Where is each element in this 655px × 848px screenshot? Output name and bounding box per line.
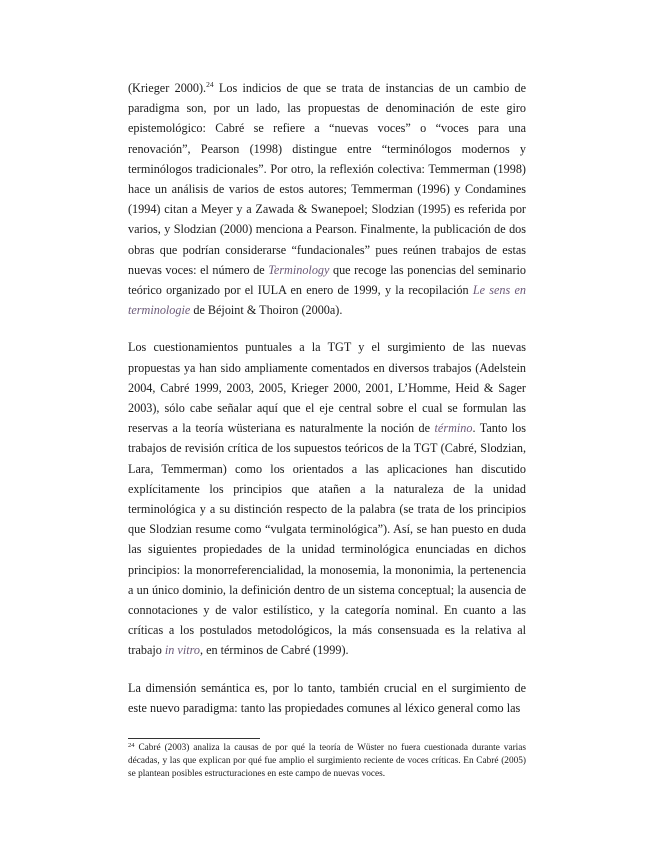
text-run: que recoge las ponencias del seminario teórico organizado por el IULA en enero de 1999, y la recopilación [128,262,526,298]
text-run: Cabré (2003) analiza la causas de por qué la teoría de Wüster no fuera cuestionada durante varias décadas, y las que explican por qué fue amplio el surgimiento reciente de voces críticas. En Cabré (2005) se plantean posibles estructuraciones en este campo de nuevas voces. [128,743,526,780]
text-run: de Béjoint & Thoiron (2000a). [190,303,343,318]
text-run: Los indicios de que se trata de instancias de un cambio de paradigma son, por un lado, las propuestas de denominación de este giro epistemológico: Cabré se refiere a “nuevas voces” o “voces para una renovación”, Pearson (1998) distingue entre “terminólogos modernos y terminólogos tradicionales”. Por otro, la reflexión colectiva: Temmerman (1998) hace un análisis de varios de estos autores; Temmerman (1996) y Condamines (1994) citan a Meyer y a Zawada & Swanepoel; Slodzian (1995) es referida por varios, y Slodzian (2000) menciona a Pearson. Finalmente, la publicación de dos obras que podrían considerarse “fundacionales” pues reúnen trabajos de estas nuevas voces: el número de [128,81,526,277]
text-run: , en términos de Cabré (1999). [199,643,349,658]
emphasis-text: término [434,421,473,436]
emphasis-text: Le sens en terminologie [128,283,526,318]
paragraph-2 [128,337,526,660]
text-run: (Krieger 2000). [128,81,207,95]
footnote-separator [128,738,260,739]
paragraph-3 [128,678,526,718]
text-run: La dimensión semántica es, por lo tanto, también crucial en el surgimiento de este nuevo paradigma: tanto las propiedades comunes al léxico general como las [128,680,526,715]
footnote-ref: 24 [206,80,214,89]
footnote-24 [128,742,526,782]
footnote-ref: 24 [128,742,135,749]
paragraph-1 [128,78,526,320]
emphasis-text: Terminology [268,262,330,277]
page-body [128,78,526,718]
text-run: Los cuestionamientos puntuales a la TGT y el surgimiento de las nuevas propuestas ya han sido ampliamente comentados en diversos trabajos (Adelstein 2004, Cabré 1999, 2003, 2005, Krieger 2000, 2001, L’Homme, Heid & Sager 2003), sólo cabe señalar aquí que el eje central sobre el cual se formulan las reservas a la teoría wüsteriana es naturalmente la noción de [128,340,526,436]
emphasis-text: in vitro [164,643,200,658]
text-run: . Tanto los trabajos de revisión crítica de los supuestos teóricos de la TGT (Cabré, Slodzian, Lara, Temmerman) como los orientados a las aplicaciones han discutido explícitamente los principios que atañen a la naturaleza de la unidad terminológica y a su distinción respecto de la palabra (se trata de los principios que Slodzian resume como “vulgata terminológica”). Así, se han puesto en duda las siguientes propiedades de la unidad terminológica enunciadas en dichos principios: la monorreferencialidad, la monosemia, la mononimia, la pertenencia a un único dominio, la definición dentro de un sistema conceptual; la ausencia de connotaciones y de valor estilístico, y la categoría nominal. En cuanto a las críticas a los postulados metodológicos, la más consensuada es la relativa al trabajo [128,421,527,658]
